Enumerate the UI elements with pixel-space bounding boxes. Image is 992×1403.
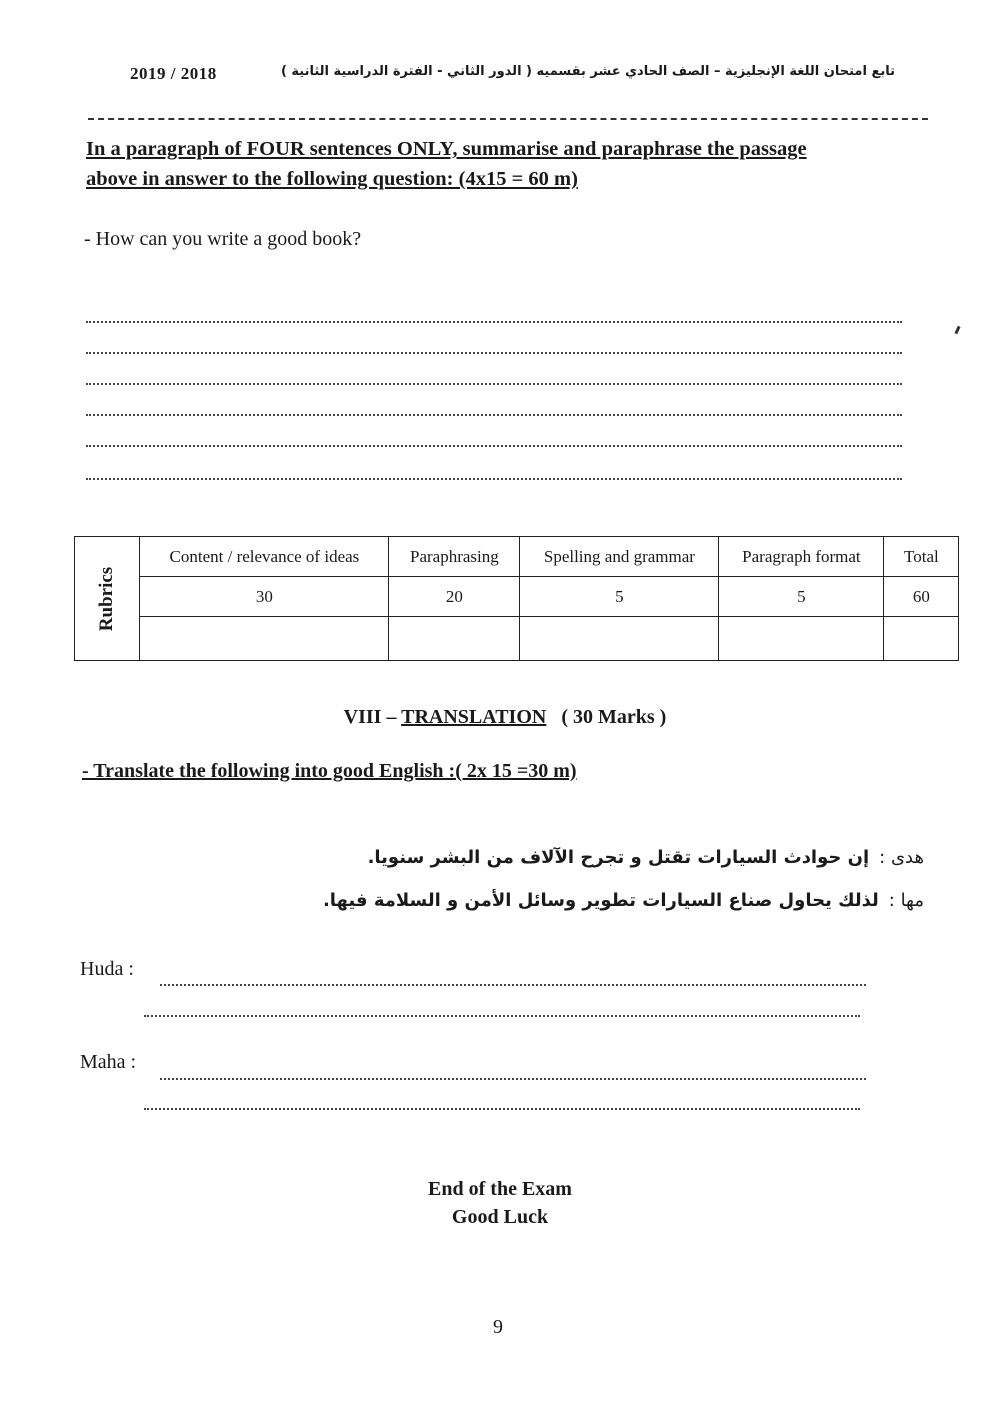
maha-label: Maha : [80, 1051, 137, 1073]
rubric-header-paraphrasing: Paraphrasing [389, 537, 520, 577]
academic-year: 2019 / 2018 [130, 64, 217, 83]
huda-label: Huda : [80, 958, 134, 980]
end-of-exam: End of the Exam [428, 1178, 572, 1200]
arabic-sentence-maha [323, 890, 924, 911]
translation-section-title [0, 706, 992, 729]
rubric-score-spelling-grammar[interactable] [520, 617, 719, 661]
huda-answer-line-1[interactable] [160, 984, 866, 986]
summary-instruction [86, 134, 916, 194]
speaker-maha: مها : [888, 890, 924, 911]
rubric-header-content: Content / relevance of ideas [140, 537, 389, 577]
rubric-mark-content: 30 [140, 577, 389, 617]
page-number: 9 [493, 1316, 503, 1338]
page-header [130, 62, 895, 88]
section-name: TRANSLATION [401, 706, 547, 728]
instruction-line-1: In a paragraph of FOUR sentences ONLY, summarise and paraphrase the passage [86, 138, 807, 160]
rubric-score-paragraph-format[interactable] [719, 617, 884, 661]
exam-title-arabic: تابع امتحان اللغة الإنجليزية – الصف الحادي عشر بقسميه ( الدور الثاني - الفترة الدراسية الثانية ) [280, 64, 895, 79]
answer-line[interactable] [86, 321, 902, 323]
scan-mark [954, 326, 960, 335]
good-luck: Good Luck [451, 1206, 549, 1228]
rubric-score-content[interactable] [140, 617, 389, 661]
rubric-header-total: Total [884, 537, 959, 577]
huda-answer-line-2[interactable] [144, 1015, 860, 1017]
answer-line[interactable] [86, 445, 902, 447]
maha-answer-line-1[interactable] [160, 1078, 866, 1080]
answer-line[interactable] [86, 478, 902, 480]
header-divider [88, 118, 928, 120]
rubric-mark-total: 60 [884, 577, 959, 617]
section-marks: ( 30 Marks ) [561, 706, 667, 728]
rubrics-label: Rubrics [96, 566, 118, 631]
rubric-mark-paraphrasing: 20 [389, 577, 520, 617]
maha-answer-line-2[interactable] [144, 1108, 860, 1110]
sentence-text: لذلك يحاول صناع السيارات تطوير وسائل الأمن و السلامة فيها. [322, 890, 879, 911]
answer-line[interactable] [86, 352, 902, 354]
translation-instruction: - Translate the following into good English :( 2x 15 =30 m) [82, 760, 577, 782]
rubrics-label-cell [75, 537, 140, 661]
answer-line[interactable] [86, 383, 902, 385]
speaker-huda: هدى : [879, 847, 924, 868]
instruction-line-2: above in answer to the following question: (4x15 = 60 m) [86, 168, 578, 190]
section-number: VIII – [343, 706, 402, 728]
rubric-score-total[interactable] [884, 617, 959, 661]
arabic-sentence-huda [368, 847, 924, 868]
rubric-mark-paragraph-format: 5 [719, 577, 884, 617]
summary-question: - How can you write a good book? [84, 228, 362, 250]
rubric-header-paragraph-format: Paragraph format [719, 537, 884, 577]
answer-line[interactable] [86, 414, 902, 416]
sentence-text: إن حوادث السيارات تقتل و تجرح الآلاف من البشر سنويا. [367, 847, 870, 868]
rubric-header-spelling-grammar: Spelling and grammar [520, 537, 719, 577]
rubrics-table [74, 536, 959, 661]
rubric-mark-spelling-grammar: 5 [520, 577, 719, 617]
rubric-score-paraphrasing[interactable] [389, 617, 520, 661]
